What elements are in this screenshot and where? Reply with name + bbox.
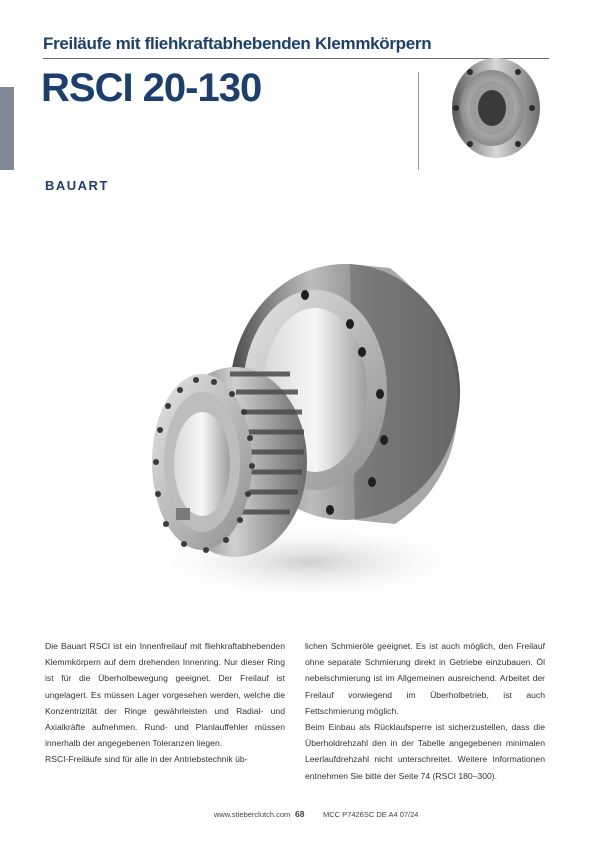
- section-heading: BAUART: [45, 178, 109, 193]
- page-title: RSCI 20-130: [41, 66, 262, 110]
- footer-document-id: MCC P7426SC DE A4 07/24: [323, 810, 419, 819]
- footer-website-link[interactable]: www.stieberclutch.com: [214, 810, 291, 819]
- footer-page-number: 68: [295, 809, 305, 819]
- side-accent-bar: [0, 87, 14, 170]
- page-subtitle: Freiläufe mit fliehkraftabhebenden Klemmkörpern: [43, 34, 432, 53]
- product-thumbnail-image: [448, 48, 548, 160]
- paragraph: Die Bauart RSCI ist ein Innenfreilauf mit fliehkraftabhebenden Klemmkörpern auf dem drehenden Innenring. Nur dieser Ring ist für die Überholbewegung geeignet. Der Freilauf ist ungelagert. Es müssen Lager vorgesehen werden, welche die Konzentrizität der Ringe gewährleisten und Radial- und Axialkräfte aufnehmen. Rund- und Planlauffehler müssen innerhalb der angegebenen Toleranzen liegen.: [45, 641, 285, 749]
- paragraph: lichen Schmieröle geeignet. Es ist auch möglich, den Freilauf ohne separate Schmierung direkt in Getriebe einzubauen. Öl nebelschmierung ist im Allgemeinen ausreichend. Arbeitet der Freilauf vorwiegend im Überholbetrieb, ist auch Fettschmierung möglich.: [305, 641, 545, 716]
- product-hero-image: [140, 262, 470, 602]
- paragraph: RSCI-Freiläufe sind für alle in der Antriebstechnik üb-: [45, 754, 248, 765]
- paragraph: Beim Einbau als Rücklaufsperre ist sicherzustellen, dass die Überholdrehzahl den in der Tabelle angegebenen minimalen Leerlaufdrehzahl nicht unterschreitet. Weitere Informationen entnehmen Sie bitte der Seite 74 (RSCI 180–300).: [305, 722, 545, 781]
- body-text-left-column: [45, 638, 285, 768]
- body-text-right-column: [305, 638, 545, 784]
- header-divider: [418, 72, 419, 170]
